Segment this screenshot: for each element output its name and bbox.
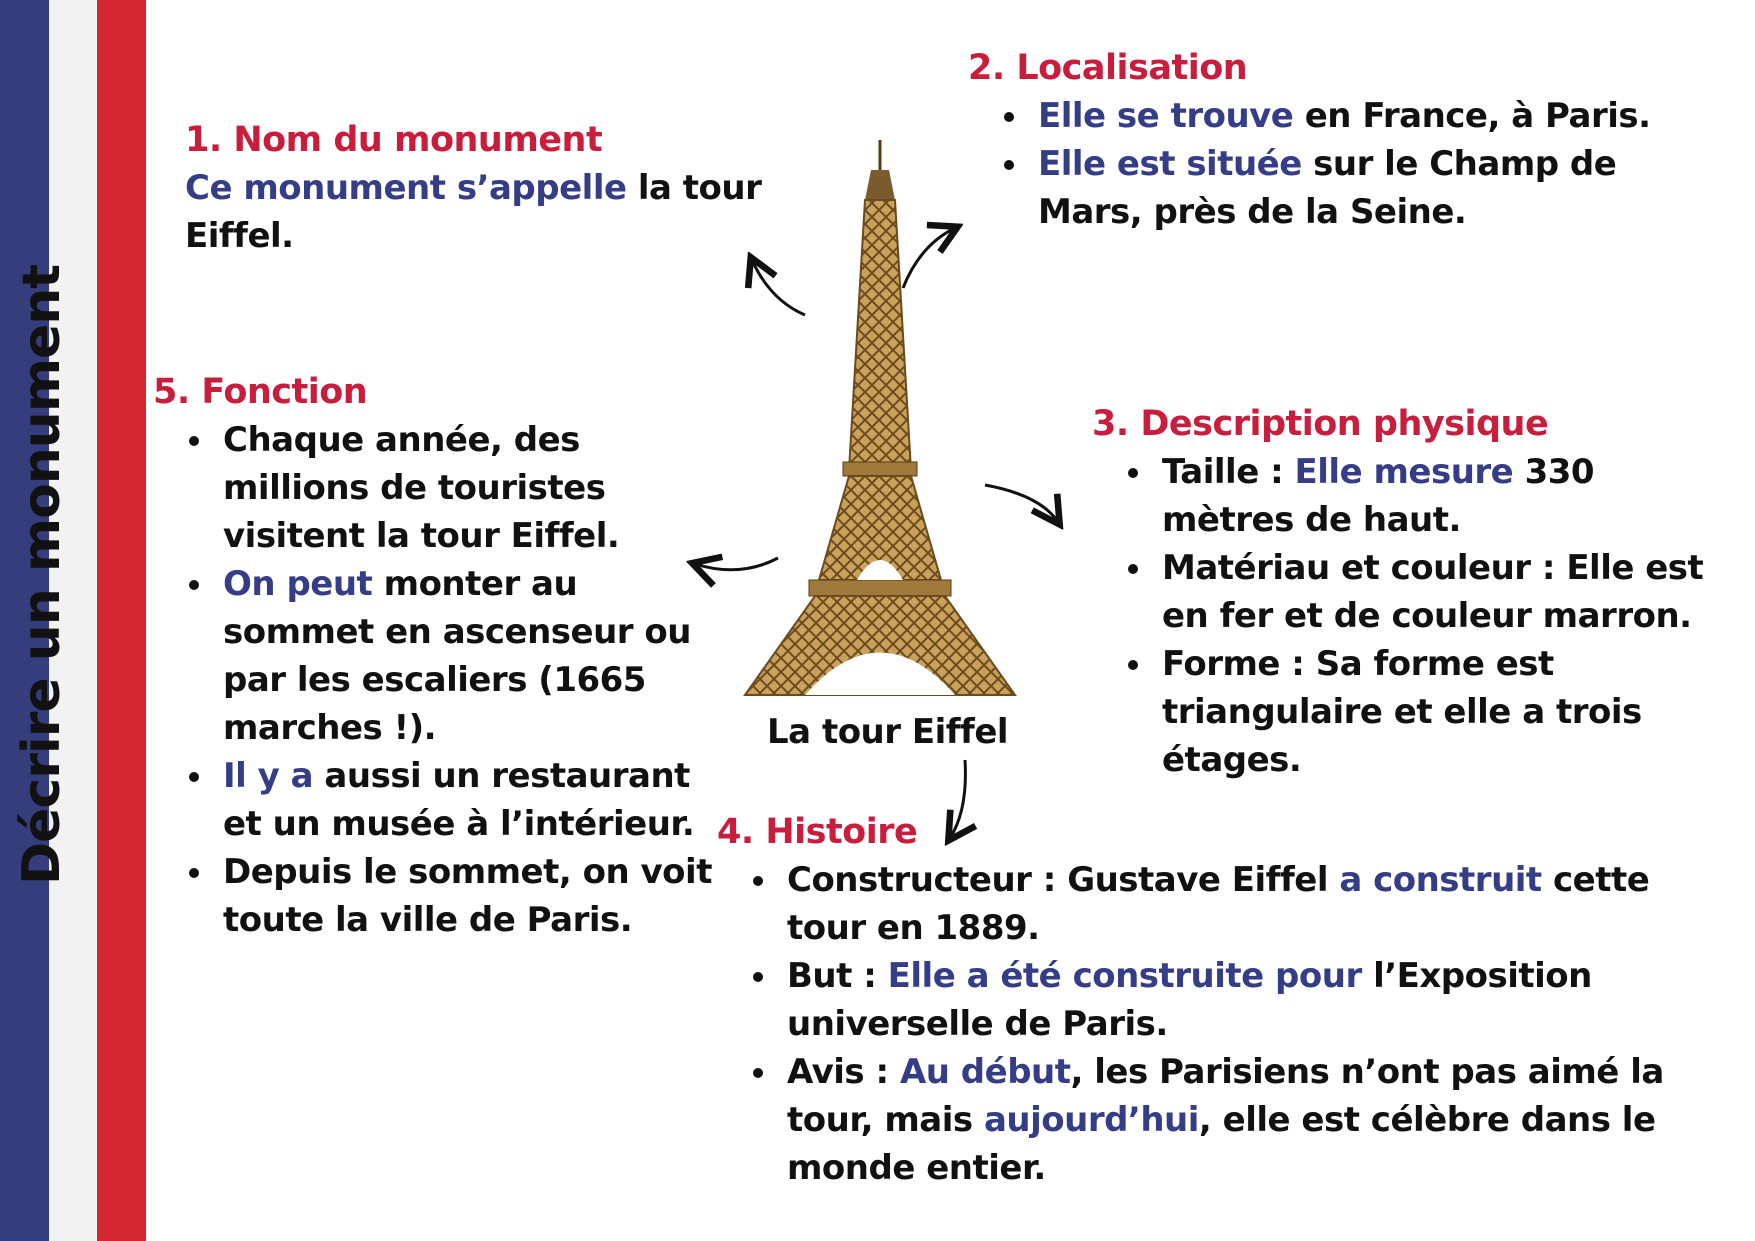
section-location-heading: 2. Localisation (968, 48, 1248, 88)
arrow-to-name (752, 260, 805, 315)
keyword: Au début (899, 1052, 1071, 1092)
page-title: Décrire un monument (12, 264, 72, 885)
keyword: Elle mesure (1294, 452, 1514, 492)
arrow-to-location (903, 228, 955, 288)
text: la tour Eiffel. (185, 168, 762, 256)
arrow-to-history (950, 760, 965, 838)
list-item: Matériau et couleur : Elle est en fer et de couleur marron. (1124, 544, 1722, 640)
arrow-to-function (695, 558, 778, 570)
text: Avis : (787, 1052, 900, 1092)
text: Constructeur : Gustave Eiffel (787, 860, 1340, 900)
keyword: Ce monument s’appelle (185, 168, 627, 208)
text: But : (787, 956, 888, 996)
section-history-heading: 4. Histoire (717, 812, 918, 852)
keyword: On peut (223, 564, 373, 604)
list-item: Forme : Sa forme est triangulaire et elle a trois étages. (1124, 640, 1722, 784)
keyword: aujourd’hui (983, 1100, 1199, 1140)
keyword: Elle se trouve (1038, 96, 1294, 136)
text: cette tour en 1889. (787, 860, 1650, 948)
text: sur le Champ de Mars, près de la Seine. (1038, 144, 1617, 232)
text: l’Exposition universelle de Paris. (787, 956, 1592, 1044)
text: , les Parisiens n’ont pas aimé la tour, mais (787, 1052, 1664, 1140)
text: aussi un restaurant et un musée à l’intérieur. (223, 756, 695, 844)
text: en France, à Paris. (1293, 96, 1651, 136)
keyword: Elle a été construite pour (887, 956, 1362, 996)
list-item: Depuis le sommet, on voit toute la ville de Paris. (185, 848, 713, 944)
text: 330 mètres de haut. (1162, 452, 1595, 540)
section-name-heading: 1. Nom du monument (185, 120, 603, 160)
keyword: a construit (1339, 860, 1542, 900)
arrow-to-description (985, 485, 1058, 522)
section-description-heading: 3. Description physique (1092, 404, 1549, 444)
list-item: Chaque année, des millions de touristes visitent la tour Eiffel. (185, 416, 713, 560)
keyword: Elle est située (1038, 144, 1302, 184)
text: Taille : (1162, 452, 1295, 492)
text: monter au sommet en ascenseur ou par les escaliers (1665 marches !). (223, 564, 691, 748)
section-function-heading: 5. Fonction (153, 372, 368, 412)
image-caption: La tour Eiffel (767, 712, 1009, 752)
keyword: Il y a (223, 756, 314, 796)
text: , elle est célèbre dans le monde entier. (787, 1100, 1656, 1188)
